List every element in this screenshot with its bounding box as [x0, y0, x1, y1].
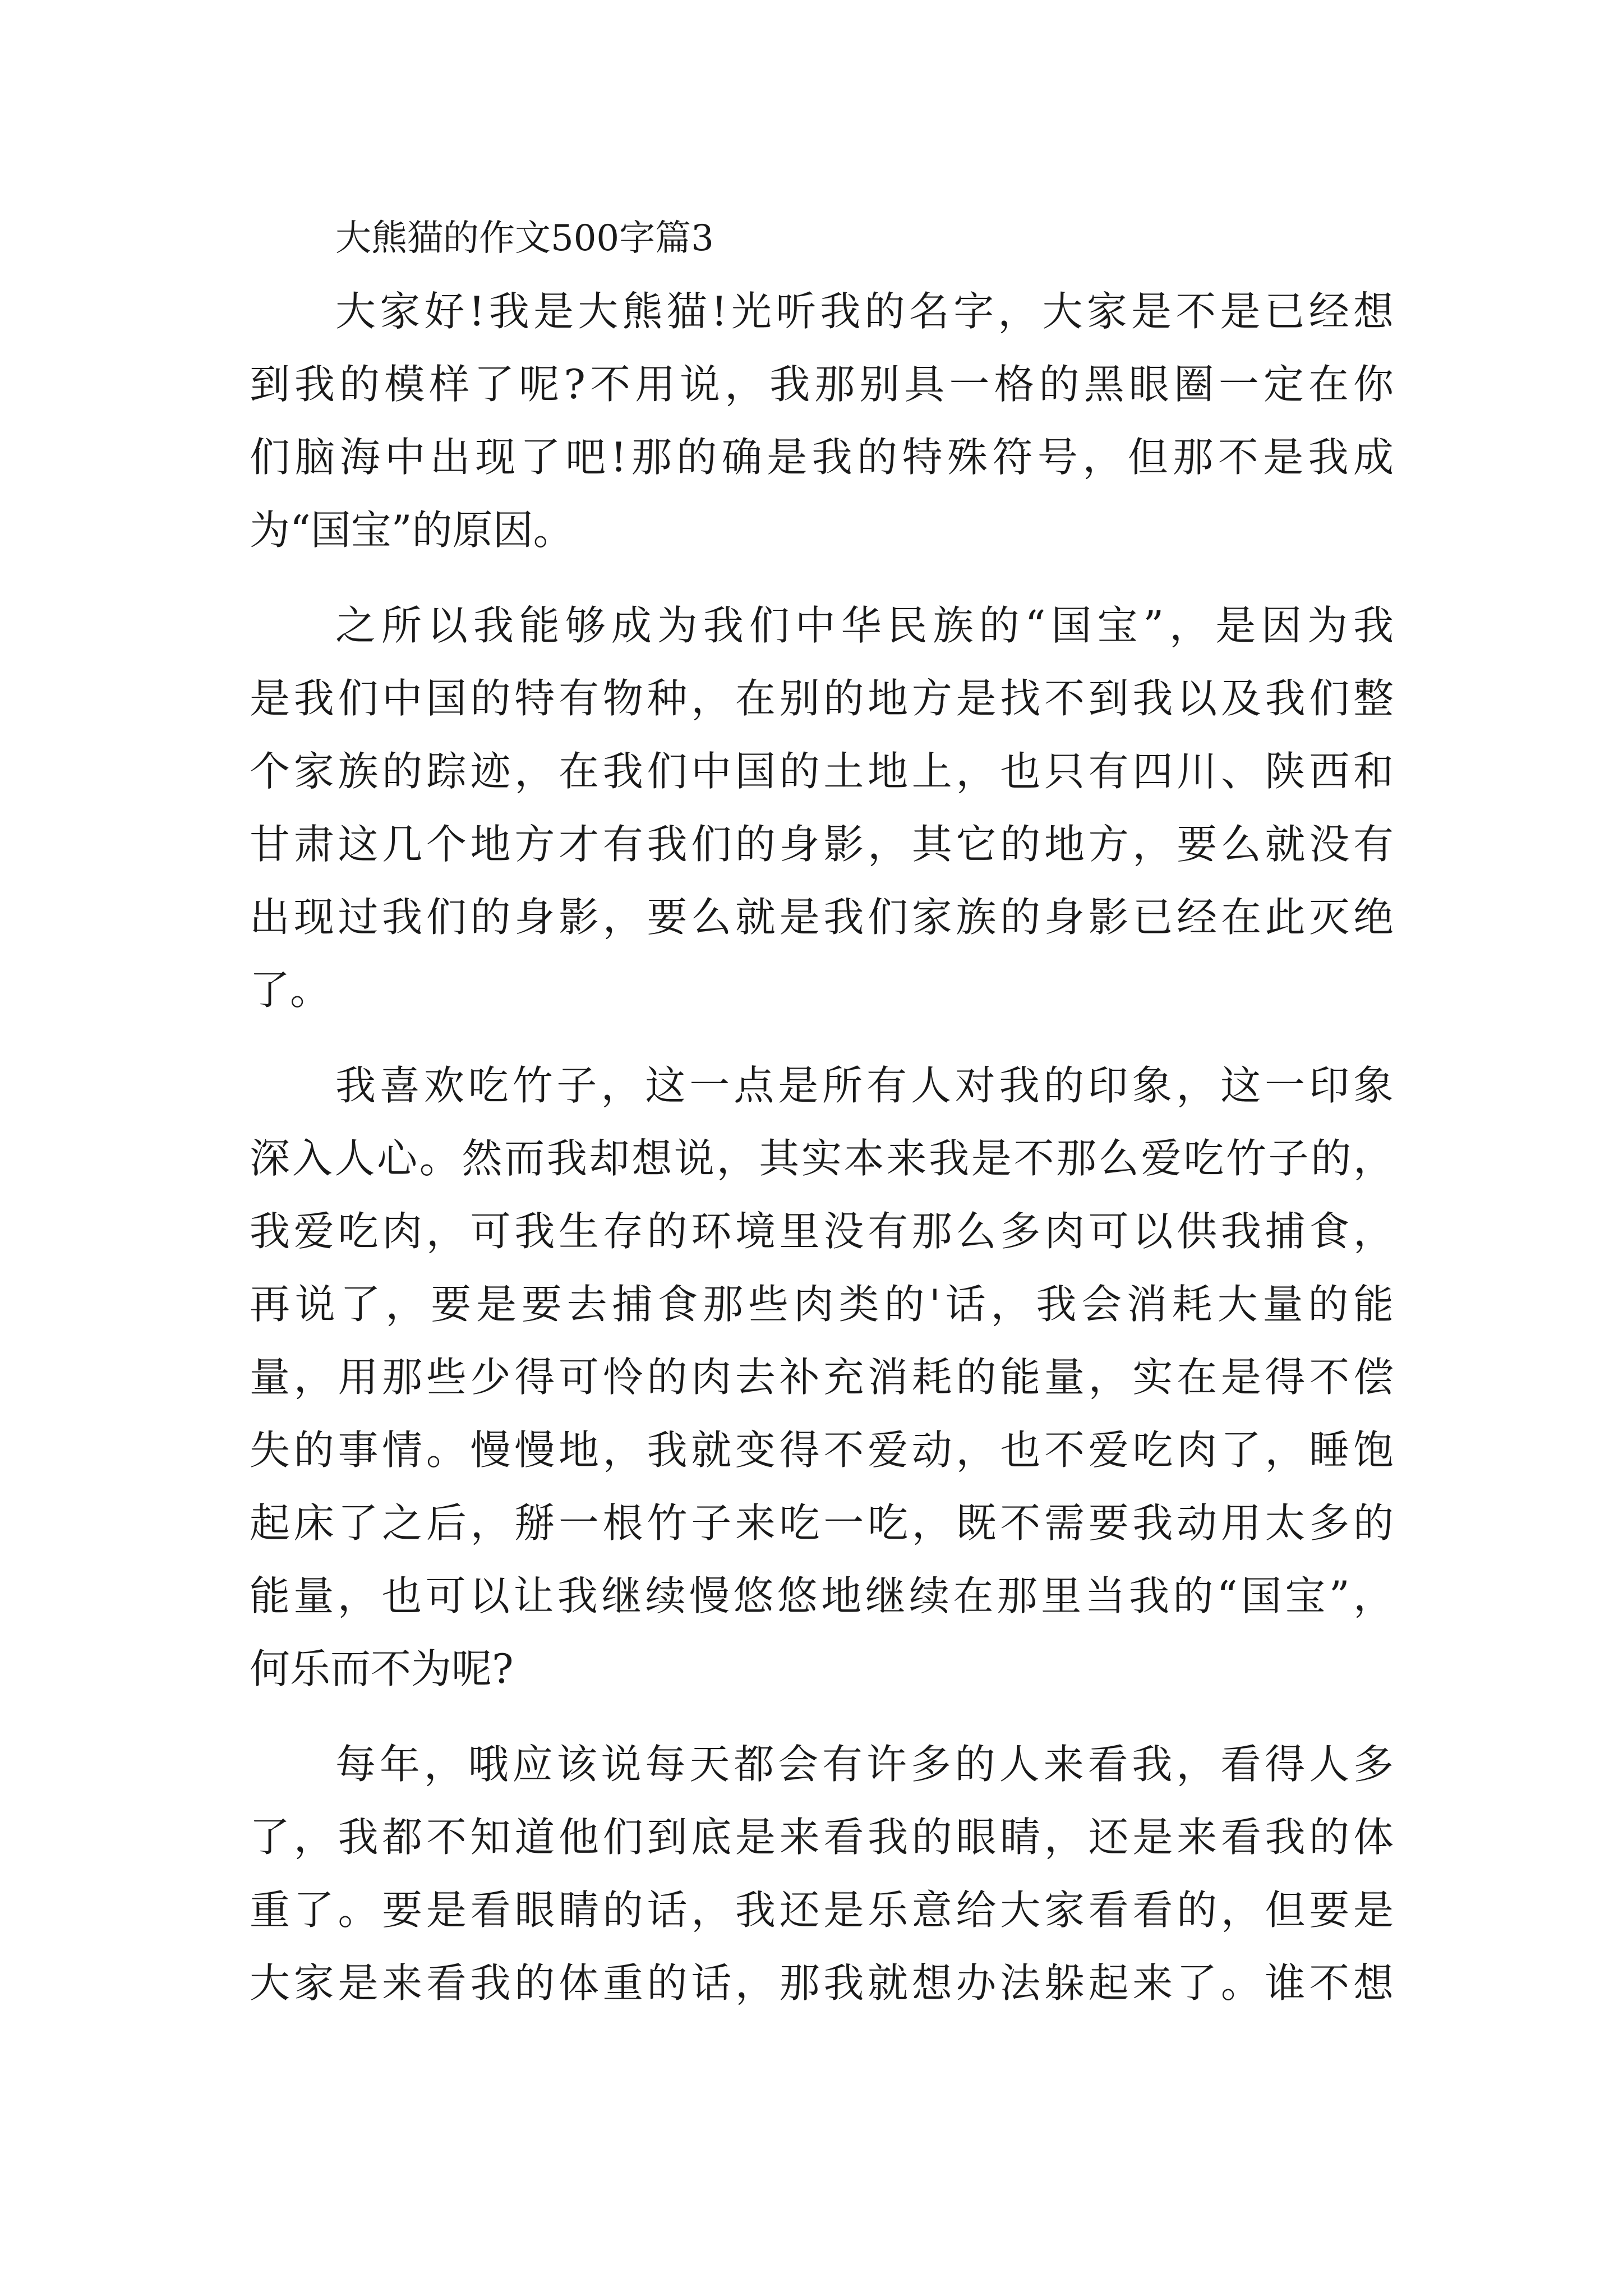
paragraph-3-line-4: 再说了，要是要去捕食那些肉类的'话，我会消耗大量的能: [250, 1281, 1394, 1328]
document-title: 大熊猫的作文500字篇3: [335, 218, 714, 259]
paragraph-2-line-4: 甘肃这几个地方才有我们的身影，其它的地方，要么就没有: [250, 821, 1394, 868]
paragraph-3-line-1: 我喜欢吃竹子，这一点是所有人对我的印象，这一印象: [335, 1062, 1394, 1109]
paragraph-2-line-5: 出现过我们的身影，要么就是我们家族的身影已经在此灭绝: [250, 894, 1394, 941]
paragraph-1-line-3: 们脑海中出现了吧!那的确是我的特殊符号，但那不是我成: [250, 434, 1394, 481]
paragraph-3-line-2: 深入人心。然而我却想说，其实本来我是不那么爱吃竹子的，: [250, 1135, 1394, 1182]
paragraph-3-line-7: 起床了之后，掰一根竹子来吃一吃，既不需要我动用太多的: [250, 1499, 1394, 1547]
paragraph-2-line-3: 个家族的踪迹，在我们中国的土地上，也只有四川、陕西和: [250, 748, 1394, 795]
paragraph-4-line-4: 大家是来看我的体重的话，那我就想办法躲起来了。谁不想: [250, 1959, 1394, 2007]
paragraph-3-line-8: 能量，也可以让我继续慢悠悠地继续在那里当我的“国宝”，: [250, 1572, 1394, 1619]
paragraph-2-line-1: 之所以我能够成为我们中华民族的“国宝”，是因为我: [335, 602, 1394, 649]
paragraph-4-line-3: 重了。要是看眼睛的话，我还是乐意给大家看看的，但要是: [250, 1887, 1394, 1934]
paragraph-3-line-9: 何乐而不为呢?: [250, 1645, 514, 1692]
paragraph-3-line-3: 我爱吃肉，可我生存的环境里没有那么多肉可以供我捕食，: [250, 1208, 1394, 1255]
paragraph-4-line-1: 每年，哦应该说每天都会有许多的人来看我，看得人多: [335, 1741, 1394, 1788]
paragraph-3-line-6: 失的事情。慢慢地，我就变得不爱动，也不爱吃肉了，睡饱: [250, 1427, 1394, 1474]
paragraph-1-line-2: 到我的模样了呢?不用说，我那别具一格的黑眼圈一定在你: [250, 361, 1394, 408]
paragraph-4-line-2: 了，我都不知道他们到底是来看我的眼睛，还是来看我的体: [250, 1814, 1394, 1861]
paragraph-2-line-2: 是我们中国的特有物种，在别的地方是找不到我以及我们整: [250, 675, 1394, 722]
paragraph-2-line-6: 了。: [250, 967, 331, 1014]
paragraph-1-line-1: 大家好!我是大熊猫!光听我的名字，大家是不是已经想: [335, 288, 1394, 335]
paragraph-1-line-4: 为“国宝”的原因。: [250, 507, 574, 554]
paragraph-3-line-5: 量，用那些少得可怜的肉去补充消耗的能量，实在是得不偿: [250, 1354, 1394, 1401]
